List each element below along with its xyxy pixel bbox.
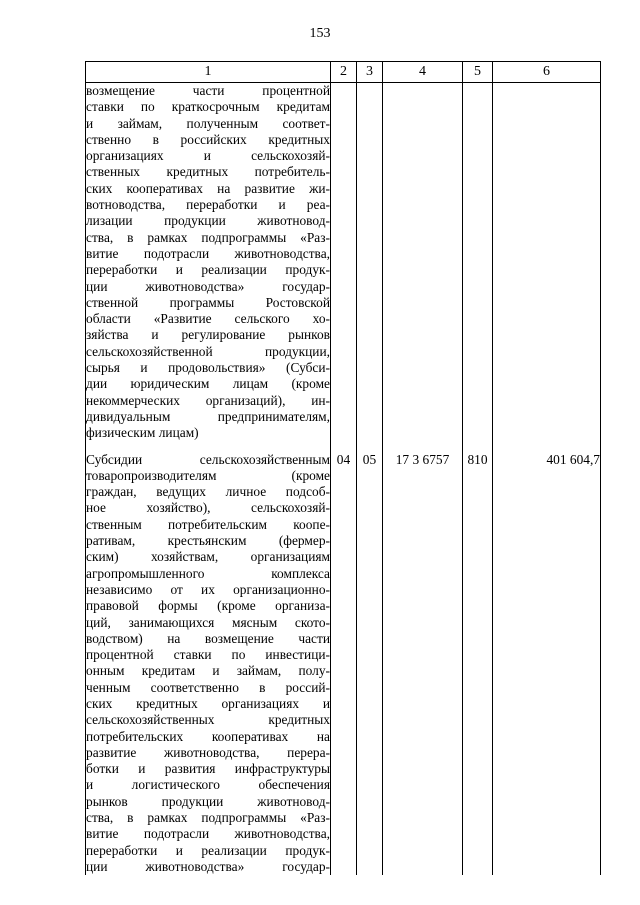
description-line: ства, в рамках подпрограммы «Раз- [86,229,330,245]
target-article-code: 17 3 6757 [383,442,463,876]
description-line: рынков продукции животновод- [86,793,330,809]
description-line: ции животноводства» государ- [86,858,330,874]
description-line: ским) хозяйствам, организациям [86,549,330,565]
description-line: ских кредитных организациях и [86,695,330,711]
description-line: дии юридическим лицам (кроме [86,376,330,392]
description-line: независимо от их организационно- [86,581,330,597]
description-line: онным кредитам и займам, полу- [86,663,330,679]
column-header-5: 5 [463,62,493,83]
description-line: ственно в российских кредитных [86,131,330,147]
description-line: ративам, крестьянским (фермер- [86,533,330,549]
description-line: переработки и реализации продук- [86,842,330,858]
description-line: организациях и сельскохозяй- [86,148,330,164]
amount-value [493,83,601,442]
description-line: ченным соответственно в россий- [86,679,330,695]
description-line: возмещение части процентной [86,83,330,98]
description-line: ственной программы Ростовской [86,294,330,310]
description-line: вотноводства, переработки и реа- [86,197,330,213]
column-header-1: 1 [86,62,331,83]
description-line: сельскохозяйственной продукции, [86,343,330,359]
description-line: витие подотрасли животноводства, [86,245,330,261]
subsection-code: 05 [357,442,383,876]
description-line: потребительских кооперативах на [86,728,330,744]
description-line: физическим лицам) [86,425,199,441]
description-line: ства, в рамках подпрограммы «Раз- [86,810,330,826]
budget-table [85,61,601,875]
description-line: ственным потребительским коопе- [86,516,330,532]
description-line: ских кооперативах на развитие жи- [86,180,330,196]
description-line: зяйства и регулирование рынков [86,327,330,343]
description-line: граждан, ведущих личное подсоб- [86,484,330,500]
expense-type-code: 810 [463,442,493,876]
description-line: Субсидии сельскохозяйственным [86,451,330,467]
expense-type-code [463,83,493,442]
description-line: ное хозяйство), сельскохозяй- [86,500,330,516]
section-code: 04 [331,442,357,876]
description-line: процентной ставки по инвестици- [86,647,330,663]
column-header-3: 3 [357,62,383,83]
description-line: ственных кредитных потребитель- [86,164,330,180]
row-description [86,83,331,442]
description-line: витие подотрасли животноводства, [86,826,330,842]
description-line: ции животноводства» государ- [86,278,330,294]
target-article-code [383,83,463,442]
description-line: товаропроизводителям (кроме [86,467,330,483]
description-line: переработки и реализации продук- [86,262,330,278]
description-line: и логистического обеспечения [86,777,330,793]
description-line: и займам, полученным соответ- [86,115,330,131]
table-row [86,442,601,876]
subsection-code [357,83,383,442]
description-line: агропромышленного комплекса [86,565,330,581]
description-line: ций, занимающихся мясным ското- [86,614,330,630]
description-line: сельскохозяйственных кредитных [86,712,330,728]
table-header-row [86,62,601,83]
description-line: правовой формы (кроме организа- [86,598,330,614]
description-line: ботки и развития инфраструктуры [86,761,330,777]
description-line: ставки по краткосрочным кредитам [86,99,330,115]
amount-value: 401 604,7 [493,442,601,876]
description-line: лизации продукции животновод- [86,213,330,229]
description-line: дивидуальным предпринимателям, [86,408,330,424]
column-header-6: 6 [493,62,601,83]
description-line: некоммерческих организаций), ин- [86,392,330,408]
column-header-4: 4 [383,62,463,83]
table-row [86,83,601,442]
page-number: 153 [309,26,331,41]
description-line: водством) на возмещение части [86,630,330,646]
row-description [86,442,331,876]
column-header-2: 2 [331,62,357,83]
description-line: сырья и продовольствия» (Субси- [86,360,330,376]
description-line: развитие животноводства, перера- [86,744,330,760]
section-code [331,83,357,442]
description-line: области «Развитие сельского хо- [86,311,330,327]
